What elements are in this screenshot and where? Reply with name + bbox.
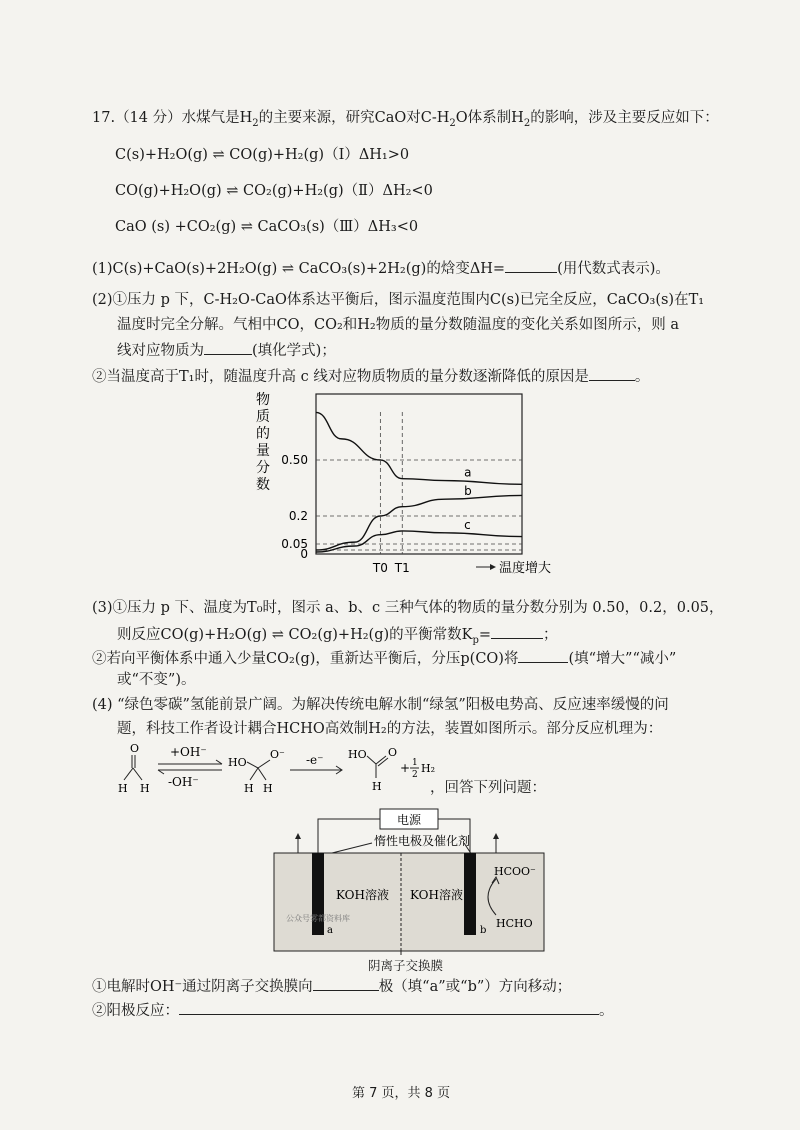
mech-h2: H₂: [421, 762, 436, 775]
ylabel-char: 数: [256, 477, 270, 493]
chart-yticks: [281, 453, 308, 561]
electrode-catalyst-label: 惰性电极及催化剂: [374, 834, 471, 848]
q3-answer-blank-2[interactable]: [518, 648, 568, 663]
intermediate-structure: [228, 748, 285, 795]
q2-sub2: [92, 366, 649, 387]
svg-text:HO: HO: [348, 748, 367, 761]
svg-text:H: H: [372, 780, 382, 793]
svg-text:HO: HO: [228, 756, 247, 769]
q3-line2-text: 则反应CO(g)+H₂O(g) ⇌ CO₂(g)+H₂(g)的平衡常数K: [117, 627, 473, 643]
q3-answer-blank-1[interactable]: [491, 624, 543, 639]
svg-text:O⁻: O⁻: [270, 748, 285, 761]
ylabel-char: 物: [256, 392, 270, 408]
ylabel-char: 的: [256, 426, 270, 442]
reaction-3: CaO (s) +CO₂(g) ⇌ CaCO₃(s)（Ⅲ）ΔH₃<0: [115, 219, 419, 235]
q4-sub1: [92, 976, 571, 997]
q2-line2: 温度时完全分解。气相中CO，CO₂和H₂物质的量分数随温度的变化关系如图所示，则 a: [117, 317, 679, 333]
reaction-1: C(s)+H₂O(g) ⇌ CO(g)+H₂(g)（Ⅰ）ΔH₁>0: [115, 147, 410, 163]
q4-sub1-tail: 极（填“a”或“b”）方向移动；: [378, 979, 572, 995]
chart-xlabel: 温度增大: [499, 561, 552, 576]
intro-text-a: 水煤气是H: [181, 110, 253, 126]
mech-plus-oh: +OH⁻: [170, 745, 207, 759]
q2-line3: [117, 340, 336, 361]
svg-text:H: H: [140, 782, 150, 795]
chart-ylabel: [256, 391, 270, 493]
ytick-label: 0: [300, 547, 308, 561]
wire-left: [318, 819, 380, 853]
q4-sub2-tail: 。: [599, 1003, 614, 1019]
xtick-label: T0: [372, 561, 388, 575]
q4-line1: (4) “绿色零碳”氢能前景广阔。为解决传统电解水制“绿氢”阳极电势高、反应速率缓慢的问: [92, 697, 669, 713]
question-score: （14 分）: [115, 110, 182, 126]
series-label-b: b: [464, 484, 472, 499]
gas-out-right-head: [493, 833, 499, 839]
equilibrium-arrows: [158, 760, 222, 774]
mech-minus-oh: -OH⁻: [168, 775, 199, 789]
membrane-label: 阴离子交换膜: [368, 958, 444, 973]
reaction-2: CO(g)+H₂O(g) ⇌ CO₂(g)+H₂(g)（Ⅱ）ΔH₂<0: [115, 183, 433, 199]
electrolysis-apparatus: [268, 805, 558, 965]
intro-text-b: 的主要来源，研究CaO对C-H: [258, 110, 450, 126]
q3-eq-sign: =: [478, 627, 492, 643]
answer-prompt: ，回答下列问题：: [430, 780, 546, 796]
q1-tail: (用代数式表示)。: [557, 261, 670, 277]
q2-line1: (2)①压力 p 下，C-H₂O-CaO体系达平衡后，图示温度范围内C(s)已完全反应，CaCO₃(s)在T₁: [92, 292, 705, 308]
chart-frame: [316, 394, 522, 554]
chart-series: [316, 412, 522, 552]
mole-fraction-chart: [250, 388, 570, 588]
q3-sub2-line2: 或“不变”)。: [117, 672, 196, 688]
plus-sign: +: [400, 761, 411, 775]
svg-text:H: H: [118, 782, 128, 795]
ytick-label: 0.2: [288, 509, 308, 523]
q2-line3-tail: (填化学式)；: [252, 343, 336, 359]
q4-answer-blank-1[interactable]: [313, 976, 379, 991]
page-footer: 第 7 页，共 8 页: [352, 1086, 451, 1101]
formaldehyde-structure: [118, 742, 150, 795]
right-solution-label: KOH溶液: [410, 888, 463, 902]
q4-sub1-text: ①电解时OH⁻通过阴离子交换膜向: [92, 979, 313, 995]
intro-text-c: O体系制H: [455, 110, 524, 126]
series-line-b: [316, 495, 522, 550]
question-number: 17.: [92, 110, 116, 126]
chart-xticks: [372, 561, 410, 575]
q4-line2: 题，科技工作者设计耦合HCHO高效制H₂的方法，装置如图所示。部分反应机理为：: [117, 721, 663, 737]
power-label: 电源: [397, 813, 422, 827]
electrode-a-label: a: [327, 925, 333, 936]
series-line-a: [316, 412, 522, 484]
anode-reaction-blank[interactable]: [179, 1000, 599, 1015]
q2-answer-blank-1[interactable]: [204, 340, 252, 355]
ytick-label: 0.50: [281, 453, 308, 467]
electrode-b-label: b: [480, 925, 487, 936]
question-header: 17.（14 分）水煤气是$H_2$的主要来源，研究CaO对$C-H_2O$体系制$H_2$的影响，涉及主要反应如下：: [92, 110, 719, 129]
q2-answer-blank-2[interactable]: [589, 366, 635, 381]
reaction-mechanism: [110, 740, 440, 798]
intro-text-d: 的影响，涉及主要反应如下：: [530, 110, 719, 126]
xtick-label: T1: [394, 561, 410, 575]
ylabel-char: 分: [256, 460, 270, 476]
half-numerator: 1: [412, 758, 418, 768]
watermark: 公众号雾都资料库: [286, 914, 350, 923]
hcoo-label: HCOO⁻: [494, 865, 536, 878]
q2-sub2-tail: 。: [634, 369, 650, 385]
ytick-label: 0.05: [281, 537, 308, 551]
series-line-c: [316, 531, 522, 552]
ylabel-char: 质: [256, 409, 270, 425]
q1: [92, 258, 670, 279]
series-label-c: c: [464, 517, 471, 532]
q3-line2-tail: ；: [543, 627, 558, 643]
q2-sub2-text: ②当温度高于T₁时，随温度升高 c 线对应物质物质的量分数逐渐降低的原因是: [92, 369, 589, 385]
q4-sub2: [92, 1000, 614, 1021]
q3-line1: (3)①压力 p 下、温度为T₀时，图示 a、b、c 三种气体的物质的量分数分别为 0.50，0.2，0.05，: [92, 600, 724, 616]
svg-text:O: O: [388, 746, 398, 759]
q3-line2: [117, 624, 558, 651]
q2-line3-text: 线对应物质为: [117, 343, 204, 359]
q4-sub2-text: ②阳极反应：: [92, 1003, 179, 1019]
hcho-label: HCHO: [496, 917, 533, 930]
gas-out-left-head: [295, 833, 301, 839]
series-label-a: a: [464, 465, 472, 480]
xlabel-arrow-head: [490, 564, 496, 570]
svg-text:O: O: [130, 742, 140, 755]
svg-text:H: H: [263, 782, 273, 795]
ylabel-char: 量: [256, 443, 270, 459]
q1-answer-blank[interactable]: [505, 258, 557, 273]
left-solution-label: KOH溶液: [336, 888, 389, 902]
q3-sub2: [92, 648, 676, 669]
svg-text:H: H: [244, 782, 254, 795]
half-denominator: 2: [412, 770, 418, 780]
q1-text: (1)C(s)+CaO(s)+2H₂O(g) ⇌ CaCO₃(s)+2H₂(g)的焓变ΔH=: [92, 261, 506, 277]
q3-sub2-text: ②若向平衡体系中通入少量CO₂(g)，重新达平衡后，分压p(CO)将: [92, 651, 519, 667]
mech-electron: -e⁻: [306, 753, 324, 767]
q3-sub2-tail: (填“增大”“减小”: [568, 651, 677, 667]
formate-structure: [348, 746, 397, 793]
electrode-b: [464, 853, 476, 935]
kp-subscript: p: [472, 634, 479, 646]
